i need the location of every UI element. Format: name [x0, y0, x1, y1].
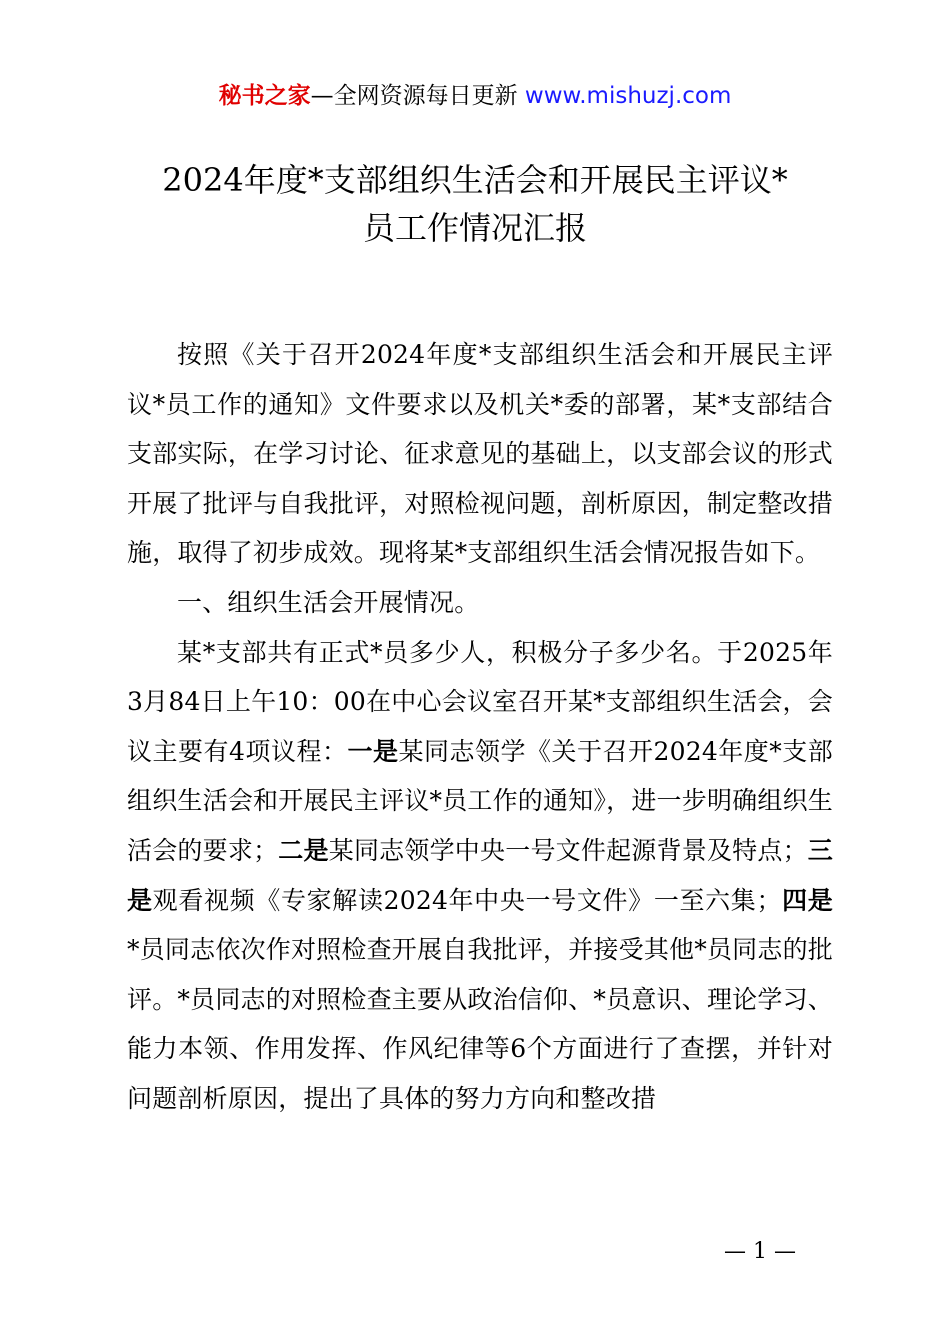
agenda-marker-1: 一是	[347, 736, 399, 766]
paragraph-text: *员同志依次作对照检查开展自我批评，并接受其他*员同志的批评。*员同志的对照检查主要从政治信仰、*员意识、理论学习、能力本领、作用发挥、作风纪律等6个方面进行了查摆，并针对问题剖析原因，提出了具体的努力方向和整改措	[127, 935, 833, 1113]
agenda-marker-4: 四是	[781, 885, 833, 915]
paragraph-text: 观看视频《专家解读2024年中央一号文件》一至六集；	[152, 885, 782, 915]
agenda-marker-3: 三是	[127, 835, 834, 915]
title-line-1: 2024年度*支部组织生活会和开展民主评议*	[162, 161, 788, 199]
document-title	[100, 156, 850, 252]
page-number: — 1 —	[724, 1239, 796, 1264]
site-header	[0, 80, 950, 112]
document-body	[127, 330, 833, 1124]
header-tagline: —全网资源每日更新	[310, 83, 525, 109]
site-url[interactable]: www.mishuzj.com	[524, 83, 732, 109]
section-heading-1: 一、组织生活会开展情况。	[177, 587, 480, 617]
intro-paragraph: 按照《关于召开2024年度*支部组织生活会和开展民主评议*员工作的通知》文件要求以及机关*委的部署，某*支部结合支部实际，在学习讨论、征求意见的基础上，以支部会议的形式开展了批评与自我批评，对照检视问题，剖析原因，制定整改措施，取得了初步成效。现将某*支部组织生活会情况报告如下。	[127, 340, 833, 568]
paragraph-text: 某同志领学《关于召开2024年度*支部组织生活会和开展民主评议*员工作的通知》，进一步明确组织生活会的要求；	[127, 736, 833, 865]
paragraph-text: 某*支部共有正式*员多少人，积极分子多少名。于2025年3月84日上午10：00在中心会议室召开某*支部组织生活会，会议主要有4项议程：	[127, 637, 833, 766]
paragraph-text: 某同志领学中央一号文件起源背景及特点；	[328, 835, 808, 865]
section-1-paragraph	[127, 628, 833, 1124]
brand-name: 秘书之家	[218, 83, 311, 109]
title-line-2: 员工作情况汇报	[362, 209, 587, 247]
agenda-marker-2: 二是	[278, 835, 329, 865]
